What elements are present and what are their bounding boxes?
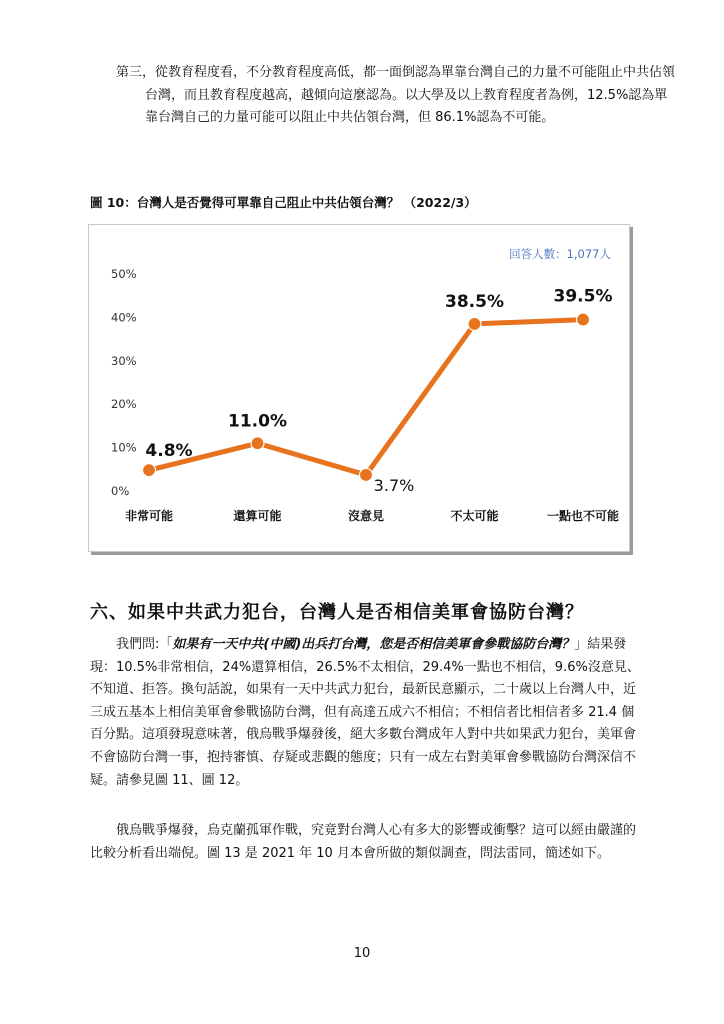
line-chart — [89, 225, 629, 551]
page-number: 10 — [353, 946, 371, 961]
question-close: 」 — [574, 637, 588, 652]
data-value-label: 38.5% — [445, 291, 504, 312]
y-tick-label: 20% — [111, 397, 137, 412]
survey-paragraph — [90, 634, 646, 792]
chart-frame — [88, 224, 630, 552]
survey-findings: 結果發現：10.5%非常相信，24%還算相信，26.5%不太相信，29.4%一點也不相信，9.6%沒意見、不知道、拒答。換句話說，如果有一天中共武力犯台，最新民意顯示，二十歲以上台灣人中，近三成五基本上相信美軍會參戰協防台灣，但有高達五成六不相信；不相信者比相信者多 21.4 個百分點。這項發現意味著，俄烏戰爭爆發後，絕大多數台灣成年人對中共如果武力犯台，美軍會不會協防台灣一事，抱持審慎、存疑或悲觀的態度；只有一成左右對美軍會參戰協防台灣深信不疑。請參見圖 11、圖 12。 — [90, 637, 640, 788]
x-category-label: 一點也不可能 — [546, 509, 620, 523]
data-point — [251, 437, 264, 450]
respondents-note: 回答人數：1,077人 — [509, 247, 611, 261]
data-point — [468, 317, 481, 330]
data-point — [360, 468, 373, 481]
x-category-label: 沒意見 — [347, 509, 385, 523]
y-tick-label: 50% — [111, 267, 137, 281]
figure-caption: 圖 10：台灣人是否覺得可單靠自己阻止中共佔領台灣？ （2022/3） — [90, 195, 477, 210]
x-category-label: 非常可能 — [124, 509, 174, 523]
data-point — [143, 464, 156, 477]
x-category-label: 不太可能 — [450, 509, 499, 523]
data-value-label: 11.0% — [228, 411, 287, 432]
y-tick-label: 0% — [111, 484, 130, 498]
comparison-paragraph: 俄烏戰爭爆發，烏克蘭孤軍作戰，究竟對台灣人心有多大的影響或衝擊？這可以經由嚴謹的比較分析看出端倪。圖 13 是 2021 年 10 月本會所做的類似調查，問法雷同，簡述如下。 — [90, 823, 637, 861]
section-title: 六、如果中共武力犯台，台灣人是否相信美軍會協防台灣？ — [90, 602, 584, 623]
y-tick-label: 10% — [111, 440, 137, 455]
series-line — [149, 320, 583, 475]
education-paragraph: 第三，從教育程度看，不分教育程度高低，都一面倒認為單靠台灣自己的力量不可能阻止中共佔領台灣，而且教育程度越高，越傾向這麼認為。以大學及以上教育程度者為例，12.5%認為單靠台灣自己的力量可能可以阻止中共佔領台灣，但 86.1%認為不可能。 — [116, 65, 676, 125]
y-tick-label: 30% — [111, 353, 137, 368]
question-lead: 我們問:「 — [116, 637, 173, 652]
data-value-label: 4.8% — [145, 441, 193, 462]
x-category-label: 還算可能 — [233, 509, 282, 523]
survey-question: 如果有一天中共(中國)出兵打台灣，您是否相信美軍會參戰協防台灣？ — [172, 637, 575, 652]
data-value-label: 3.7% — [373, 475, 415, 495]
data-point — [577, 313, 590, 326]
y-tick-label: 40% — [111, 310, 137, 325]
data-value-label: 39.5% — [553, 286, 613, 307]
